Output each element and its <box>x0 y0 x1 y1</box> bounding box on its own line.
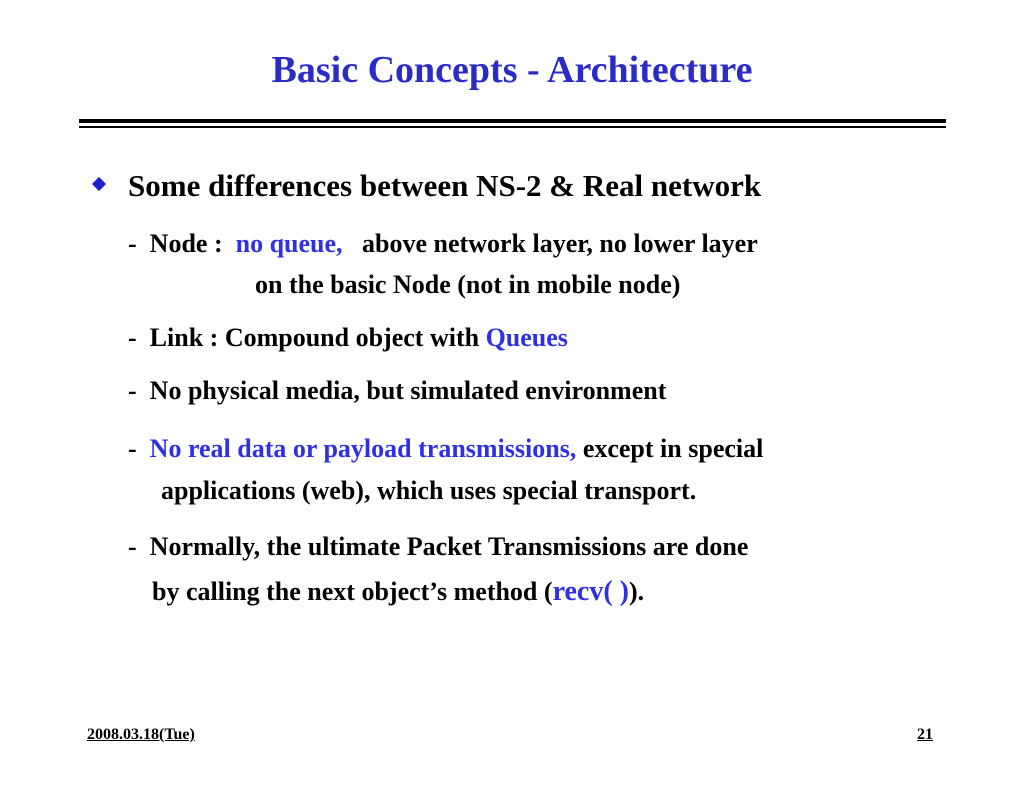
list-item-no-real-data-continuation: applications (web), which uses special transport. <box>161 476 697 505</box>
footer-date: 2008.03.18(Tue) <box>87 726 195 743</box>
item-dash: - <box>128 376 137 405</box>
recv-method-highlight: recv( ) <box>552 576 629 607</box>
list-item-node-continuation: on the basic Node (not in mobile node) <box>255 270 681 299</box>
list-item-packet-transmission <box>128 532 748 562</box>
item-text: Link : Compound object with <box>149 323 480 352</box>
item-highlight: no queue, <box>235 229 343 258</box>
item-highlight: Queues <box>485 323 568 352</box>
item-rest: except in special <box>582 434 764 463</box>
item-dash: - <box>128 532 137 561</box>
list-item-node <box>128 229 758 259</box>
item-text: No physical media, but simulated environment <box>149 376 667 405</box>
list-item-link <box>128 323 568 353</box>
list-item-packet-transmission-continuation <box>152 576 644 608</box>
item-highlight: No real data or payload transmissions, <box>149 434 577 463</box>
item-text: Normally, the ultimate Packet Transmissions are done <box>149 532 749 561</box>
continuation-before: by calling the next object’s method ( <box>152 577 553 606</box>
list-item-no-real-data <box>128 434 763 464</box>
item-label: Node : <box>149 229 223 258</box>
item-dash: - <box>128 434 137 463</box>
item-dash: - <box>128 323 137 352</box>
diamond-bullet-icon <box>92 177 106 191</box>
slide-title: Basic Concepts - Architecture <box>271 49 753 91</box>
item-rest: above network layer, no lower layer <box>362 229 758 258</box>
page-number: 21 <box>917 726 933 743</box>
main-bullet-text: Some differences between NS-2 & Real network <box>128 168 762 203</box>
list-item-physical-media <box>128 376 666 406</box>
continuation-after: ). <box>629 577 645 606</box>
item-dash: - <box>128 229 137 258</box>
title-divider-thick <box>79 119 946 123</box>
title-divider-thin <box>79 126 946 128</box>
